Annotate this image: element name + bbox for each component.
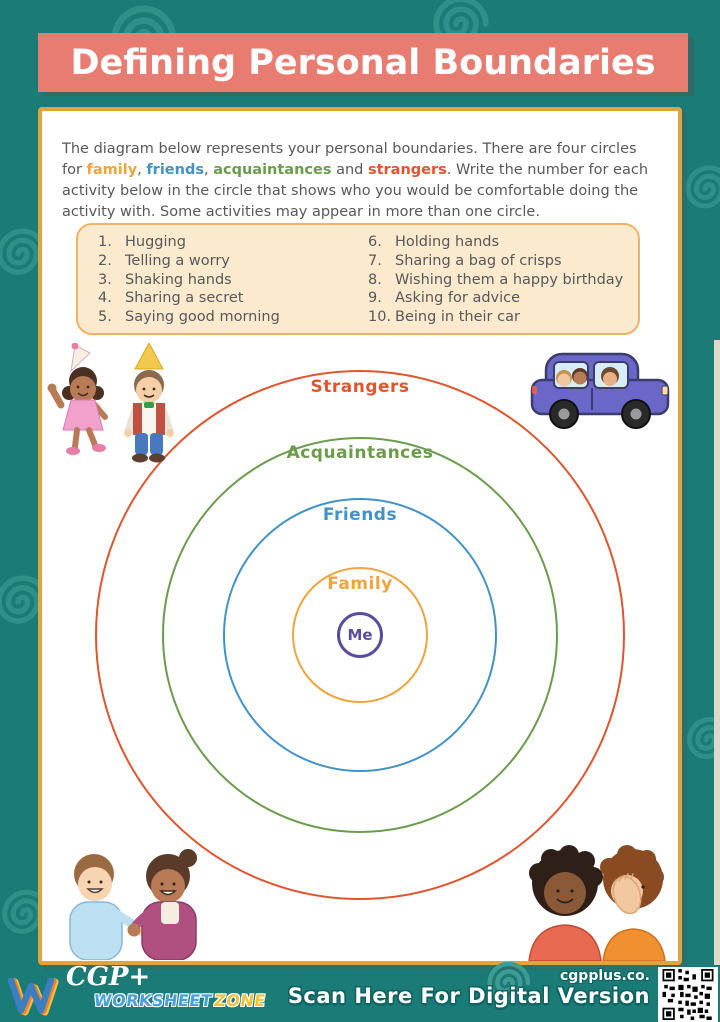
- activity-item: 1. Hugging: [98, 234, 186, 250]
- activity-list-box: [76, 223, 640, 335]
- activity-item: 6. Holding hands: [368, 234, 500, 250]
- activity-column-1: [98, 233, 368, 333]
- me-label: Me: [347, 626, 373, 644]
- cgp-plus-logo: CGP+: [66, 962, 151, 992]
- acquaintances-word: acquaintances: [213, 161, 332, 178]
- activity-item: 9. Asking for advice: [368, 290, 521, 307]
- circle-label-friends: Friends: [322, 505, 398, 525]
- kids-in-car-illustration: [530, 350, 670, 436]
- activity-item: 2. Telling a worry: [98, 252, 230, 269]
- worksheet-zone-logo: WORKSHEETZONE: [92, 991, 268, 1010]
- family-word: family: [86, 161, 138, 178]
- spiral-icon: [468, 946, 542, 1020]
- circle-label-family: Family: [327, 574, 393, 594]
- page-title: Defining Personal Boundaries: [70, 42, 656, 83]
- activity-item: 10. Being in their car: [368, 309, 520, 326]
- kids-shaking-hands-illustration: [48, 846, 216, 960]
- worksheet-card: [38, 107, 682, 965]
- page-edge: [714, 340, 720, 965]
- activity-item: 3. Shaking hands: [98, 271, 232, 288]
- friends-word: friends: [146, 161, 204, 178]
- activity-item: 8. Wishing them a happy birthday: [368, 271, 624, 288]
- kids-hide-and-seek-illustration: [515, 843, 667, 961]
- site-url: cgpplus.co.: [559, 968, 650, 984]
- kids-party-illustration: [45, 343, 193, 479]
- me-circle: [337, 612, 383, 658]
- activity-item: 5. Saying good morning: [98, 309, 280, 326]
- title-banner: [38, 33, 688, 92]
- circle-label-strangers: Strangers: [310, 377, 410, 397]
- activity-item: 4. Sharing a secret: [98, 290, 244, 307]
- activity-item: 7. Sharing a bag of crisps: [368, 252, 562, 269]
- scan-here-text: Scan Here For Digital Version: [287, 984, 650, 1008]
- circle-label-acquaintances: Acquaintances: [286, 443, 434, 463]
- instructions-part2: . Write the number for each activity below in the circle that shows who you would be comfortable doing the activity with. Some activities may appear in more than one circle.: [62, 161, 649, 220]
- activity-column-2: [368, 233, 638, 333]
- qr-code: [658, 967, 718, 1022]
- worksheet-zone-w-icon: [6, 978, 64, 1018]
- instructions-part1: The diagram below represents your personal boundaries. There are four circles for: [62, 140, 637, 178]
- instructions: The diagram below represents your personal boundaries. There are four circles for family, friends, acquaintances and strangers. Write the number for each activity below in the circle that shows who you would be comfortable doing the activity with. Some activities may appear in more than one circle.: [62, 140, 649, 220]
- strangers-word: strangers: [367, 161, 447, 178]
